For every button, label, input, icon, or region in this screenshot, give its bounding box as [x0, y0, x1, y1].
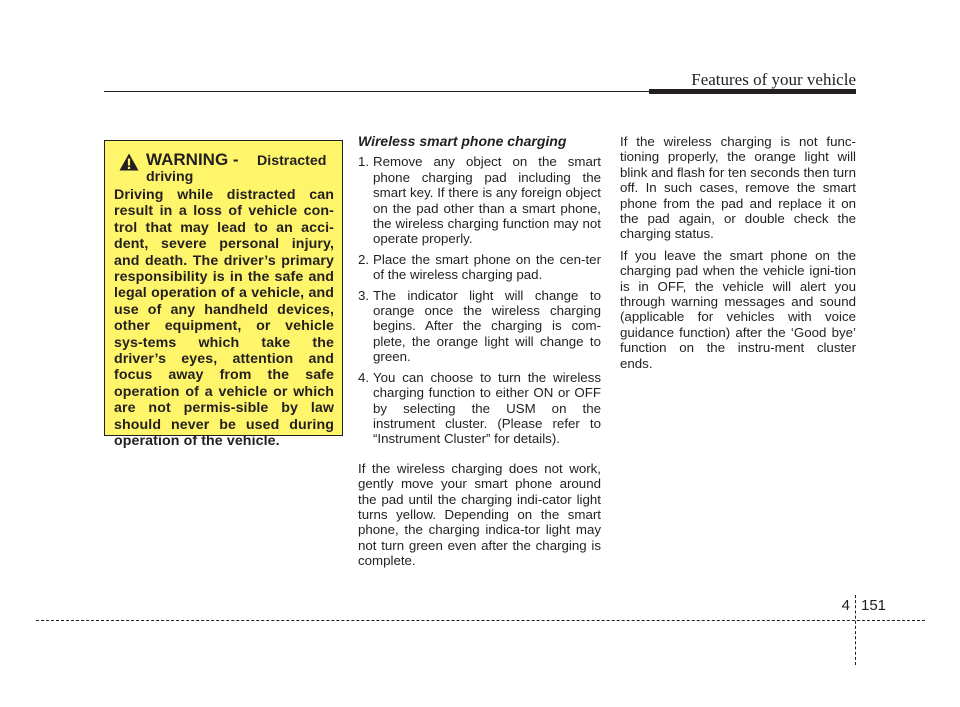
footer-divider: [855, 595, 856, 665]
header-bar: [649, 89, 856, 94]
right-column: [620, 134, 856, 371]
middle-column: [358, 134, 601, 569]
page-number: 151: [861, 597, 887, 614]
warning-header: [114, 147, 334, 187]
step-number: 2.: [358, 251, 370, 267]
list-item: [358, 288, 601, 365]
warning-box: [104, 140, 343, 450]
charging-steps-list: [358, 154, 601, 446]
step-number: 1.: [358, 154, 370, 170]
step-text: The indicator light will change to orange once the wireless charging begins. After the charging is com-plete, the orange light will change to green.: [373, 287, 601, 365]
warning-triangle-icon: [119, 153, 139, 171]
step-text: Remove any object on the smart phone charging pad including the smart key. If there is any foreign object on the pad other than a smart phone, the wireless charging function may not operate properly.: [373, 154, 601, 247]
chapter-number: 4: [841, 597, 850, 614]
warning-body: Driving while distracted can result in a loss of vehicle con-trol that may lead to an acci-dent, severe personal injury, and death. The driver’s primary responsibility is in the safe and legal operation of a vehicle, and use of any handheld devices, other equipment, or vehicle sys-tems which take the driver’s eyes, attention and focus away from the safe operation of a vehicle or which are not permis-sible by law should never be used during operation of the vehicle.: [114, 187, 334, 450]
list-item: [358, 154, 601, 246]
step-number: 3.: [358, 287, 370, 303]
running-header-title: Features of your vehicle: [691, 70, 856, 89]
warning-subject: Distracted driving: [146, 153, 327, 185]
paragraph: If you leave the smart phone on the charging pad when the vehicle igni-tion is in OFF, the vehicle will alert you through warning messages and sound (applicable for vehicles with voice guidance function) after the ‘Good bye’ function on the instru-ment cluster ends.: [620, 247, 856, 371]
list-item: [358, 370, 601, 447]
warning-label: WARNING -: [146, 150, 239, 169]
paragraph: If the wireless charging does not work, gently move your smart phone around the pad until the charging indi-cator light turns yellow. Depending on the smart phone, the charging indica-tor light may not turn green even after the charging is complete.: [358, 460, 601, 569]
paragraph: If the wireless charging is not func-tioning properly, the orange light will blink and flash for ten seconds then turn off. In such cases, remove the smart phone from the pad and replace it on the pad again, or double check the charging status.: [620, 134, 856, 242]
step-text: Place the smart phone on the cen-ter of the wireless charging pad.: [373, 251, 601, 283]
step-text: You can choose to turn the wireless charging function to either ON or OFF by selecting the USM on the instrument cluster. (Please refer to “Instrument Cluster” for details).: [373, 369, 601, 447]
footer-rule: [36, 620, 925, 621]
list-item: [358, 252, 601, 283]
step-number: 4.: [358, 369, 370, 385]
section-title: Wireless smart phone charging: [358, 133, 567, 149]
